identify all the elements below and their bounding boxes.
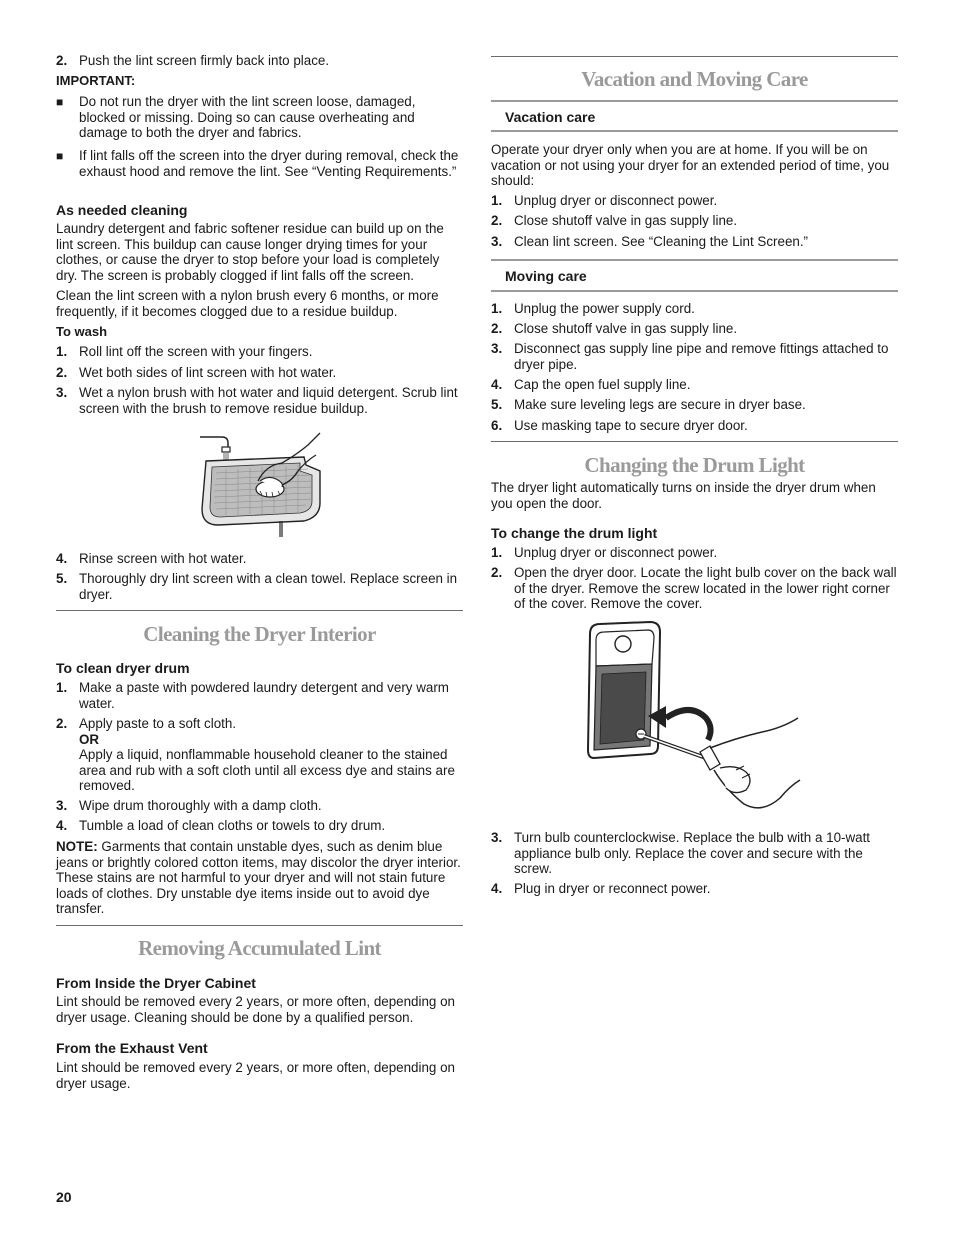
page-number: 20	[56, 1189, 72, 1205]
moving-step-3: 3. Disconnect gas supply line pipe and remove fittings attached to dryer pipe.	[491, 341, 889, 372]
light-step-4: 4. Plug in dryer or reconnect power.	[491, 881, 711, 896]
section-divider	[56, 925, 463, 926]
as-needed-paragraph-1: Laundry detergent and fabric softener residue can build up on the lint screen. This buildup can cause longer drying times for your clothes, or cause the dryer to stop before your load is completely dry. The screen is probably clogged if lint falls off the screen.	[56, 221, 444, 283]
wash-step-5: 5. Thoroughly dry lint screen with a clean towel. Replace screen in dryer.	[56, 571, 458, 602]
drum-step-1: 1. Make a paste with powdered laundry detergent and very warm water.	[56, 680, 449, 711]
light-bulb-cover-illustration	[586, 620, 811, 820]
drum-step-4: 4. Tumble a load of clean cloths or towels to dry drum.	[56, 818, 386, 833]
section-divider	[491, 56, 898, 57]
moving-step-4: 4. Cap the open fuel supply line.	[491, 377, 691, 392]
subhead-bottom-rule	[491, 290, 898, 292]
section-divider	[56, 610, 463, 611]
section-divider	[491, 441, 898, 442]
wash-step-3: 3. Wet a nylon brush with hot water and liquid detergent. Scrub lint screen with the brush to remove residue buildup.	[56, 385, 458, 416]
moving-step-1: 1. Unplug the power supply cord.	[491, 301, 695, 316]
changing-drum-light-title: Changing the Drum Light	[584, 453, 805, 477]
vacation-step-3: 3. Clean lint screen. See “Cleaning the Lint Screen.”	[491, 234, 809, 249]
wash-step-2: 2. Wet both sides of lint screen with hot water.	[56, 365, 337, 380]
vacation-moving-care-title: Vacation and Moving Care	[581, 67, 808, 91]
wash-step-4: 4. Rinse screen with hot water.	[56, 551, 247, 566]
as-needed-heading: As needed cleaning	[56, 202, 188, 218]
drum-light-intro: The dryer light automatically turns on inside the dryer drum when you open the door.	[491, 480, 876, 511]
important-bullet-1: ■ Do not run the dryer with the lint screen loose, damaged, blocked or missing. Doing so can cause overheating and damage to both the dryer and fabrics.	[56, 94, 416, 141]
light-step-1: 1. Unplug dryer or disconnect power.	[491, 545, 718, 560]
subhead-top-rule	[491, 100, 898, 102]
lint-step-2: 2. Push the lint screen firmly back into place.	[56, 53, 330, 68]
note-label: NOTE:	[56, 839, 98, 854]
square-bullet-icon: ■	[56, 95, 64, 109]
moving-care-heading: Moving care	[505, 268, 587, 284]
drum-step-2: 2. Apply paste to a soft cloth. OR Apply a liquid, nonflammable household cleaner to the stained area and rub with a soft cloth until all excess dye and stains are removed.	[56, 716, 455, 794]
wash-step-1: 1. Roll lint off the screen with your fingers.	[56, 344, 313, 359]
exhaust-vent-heading: From the Exhaust Vent	[56, 1040, 208, 1056]
note-paragraph	[56, 839, 463, 917]
as-needed-paragraph-2: Clean the lint screen with a nylon brush every 6 months, or more frequently, if it becomes clogged due to a residue buildup.	[56, 288, 439, 319]
to-wash-heading: To wash	[56, 324, 108, 339]
change-light-heading: To change the drum light	[491, 525, 658, 541]
removing-accumulated-lint-title: Removing Accumulated Lint	[138, 936, 381, 960]
inside-cabinet-heading: From Inside the Dryer Cabinet	[56, 975, 256, 991]
vacation-step-1: 1. Unplug dryer or disconnect power.	[491, 193, 718, 208]
vacation-intro: Operate your dryer only when you are at home. If you will be on vacation or not using your dryer for an extended period of time, you should:	[491, 142, 890, 189]
inside-cabinet-text: Lint should be removed every 2 years, or more often, depending on dryer usage. Cleaning should be done by a qualified person.	[56, 994, 455, 1025]
exhaust-vent-text: Lint should be removed every 2 years, or more often, depending on dryer usage.	[56, 1060, 455, 1091]
cleaning-dryer-interior-title: Cleaning the Dryer Interior	[143, 622, 376, 646]
subhead-top-rule	[491, 259, 898, 261]
important-bullet-2: ■ If lint falls off the screen into the dryer during removal, check the exhaust hood and remove the lint. See “Venting Requirements.”	[56, 148, 459, 179]
vacation-care-heading: Vacation care	[505, 109, 596, 125]
vacation-step-2: 2. Close shutoff valve in gas supply line.	[491, 213, 738, 228]
drum-step-3: 3. Wipe drum thoroughly with a damp cloth.	[56, 798, 322, 813]
clean-drum-heading: To clean dryer drum	[56, 660, 190, 676]
note-text: Garments that contain unstable dyes, such as denim blue jeans or brightly colored cotton items, may discolor the dryer interior. These stains are not harmful to your dryer and will not stain future loads of clothes. Dry unstable dye items inside out to avoid dye transfer.	[56, 839, 461, 917]
subhead-bottom-rule	[491, 130, 898, 132]
square-bullet-icon: ■	[56, 149, 64, 163]
moving-step-2: 2. Close shutoff valve in gas supply line.	[491, 321, 738, 336]
important-label: IMPORTANT:	[56, 73, 136, 88]
light-step-2: 2. Open the dryer door. Locate the light bulb cover on the back wall of the dryer. Remove the screw located in the lower right corner of the cover. Remove the cover.	[491, 565, 897, 612]
moving-step-5: 5. Make sure leveling legs are secure in dryer base.	[491, 397, 806, 412]
moving-step-6: 6. Use masking tape to secure dryer door.	[491, 418, 748, 433]
light-step-3: 3. Turn bulb counterclockwise. Replace the bulb with a 10-watt appliance bulb only. Replace the cover and secure with the screw.	[491, 830, 871, 877]
lint-screen-washing-illustration	[196, 425, 336, 543]
